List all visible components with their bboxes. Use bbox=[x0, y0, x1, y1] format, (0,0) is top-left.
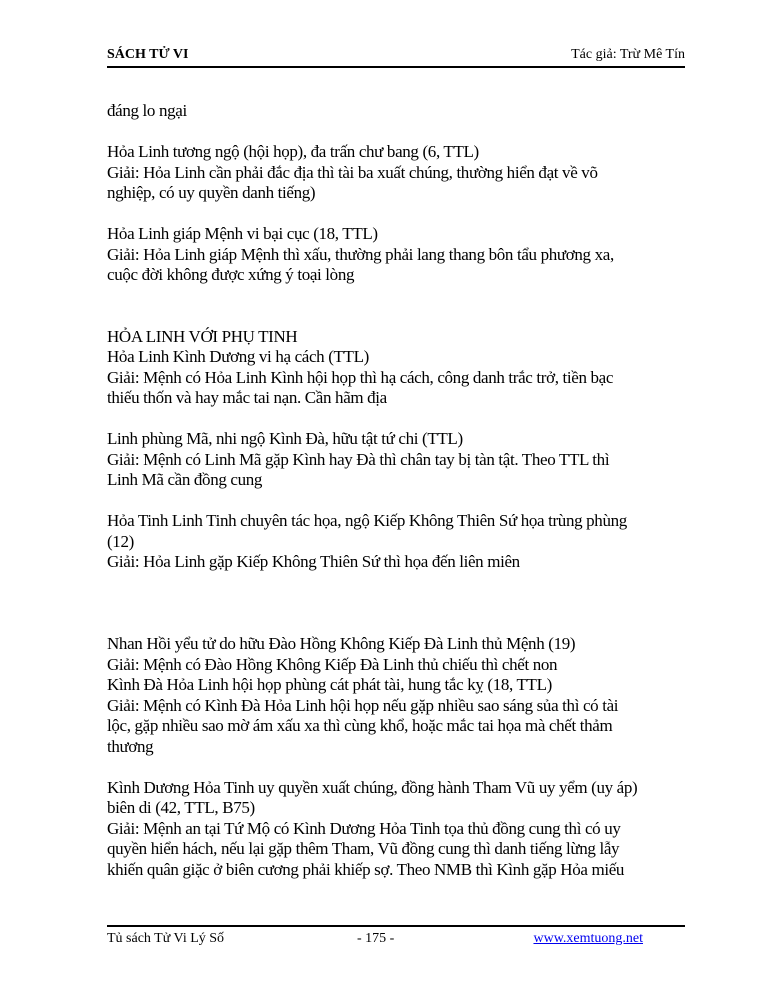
text-line: nghiệp, có uy quyền danh tiếng) bbox=[107, 183, 316, 202]
paragraph bbox=[107, 101, 687, 122]
text-line: Hỏa Linh tương ngộ (hội họp), đa trấn chư bang (6, TTL) bbox=[107, 142, 479, 161]
text-line: Hỏa Linh Kình Dương vi hạ cách (TTL) bbox=[107, 347, 369, 366]
paragraph bbox=[107, 511, 687, 573]
text-line: thiếu thốn và hay mắc tai nạn. Cần hãm địa bbox=[107, 388, 387, 407]
text-line: Giải: Hỏa Linh cần phải đắc địa thì tài ba xuất chúng, thường hiển đạt về võ bbox=[107, 162, 598, 182]
series-name: Tủ sách Tử Vi Lý Số bbox=[107, 931, 225, 946]
text-line: Giải: Mệnh có Linh Mã gặp Kình hay Đà thì chân tay bị tàn tật. Theo TTL thì bbox=[107, 449, 610, 469]
paragraph bbox=[107, 142, 687, 204]
text-line: đáng lo ngại bbox=[107, 101, 187, 120]
page-number: - 175 - bbox=[357, 931, 395, 946]
text-line: Giải: Mệnh có Hỏa Linh Kình hội họp thì hạ cách, công danh trắc trở, tiền bạc bbox=[107, 367, 614, 387]
text-line: lộc, gặp nhiều sao mờ ám xấu xa thì cùng khổ, hoặc mắc tai họa mà chết thảm bbox=[107, 716, 613, 735]
page-footer bbox=[107, 925, 685, 949]
author-line: Tác giả: Trừ Mê Tín bbox=[571, 47, 685, 62]
text-line: Kình Dương Hỏa Tinh uy quyền xuất chúng, đồng hành Tham Vũ uy yểm (uy áp) bbox=[107, 777, 638, 797]
text-line: khiến quân giặc ở biên cương phải khiếp sợ. Theo NMB thì Kình gặp Hỏa miếu bbox=[107, 859, 625, 879]
section-heading: HỎA LINH VỚI PHỤ TINH bbox=[107, 326, 298, 346]
paragraph bbox=[107, 778, 687, 881]
text-line: cuộc đời không được xứng ý toại lòng bbox=[107, 265, 355, 284]
text-line: Nhan Hồi yểu tử do hữu Đào Hồng Không Kiếp Đà Linh thủ Mệnh (19) bbox=[107, 634, 576, 653]
text-line: Giải: Mệnh có Kình Đà Hỏa Linh hội họp nếu gặp nhiều sao sáng sủa thì có tài bbox=[107, 695, 619, 715]
paragraph bbox=[107, 327, 687, 409]
text-line: Giải: Mệnh an tại Tứ Mộ có Kình Dương Hỏa Tinh tọa thủ đồng cung thì có uy bbox=[107, 818, 621, 838]
page-content bbox=[107, 101, 687, 880]
paragraph bbox=[107, 429, 687, 491]
text-line: Giải: Mệnh có Đào Hồng Không Kiếp Đà Linh thủ chiếu thì chết non bbox=[107, 654, 558, 674]
text-line: Linh Mã cần đồng cung bbox=[107, 470, 263, 489]
website-link[interactable]: www.xemtuong.net bbox=[533, 931, 643, 946]
text-line: biên di (42, TTL, B75) bbox=[107, 798, 255, 817]
text-line: thương bbox=[107, 736, 154, 756]
text-line: Giải: Hỏa Linh gặp Kiếp Không Thiên Sứ thì họa đến liên miên bbox=[107, 552, 520, 571]
text-line: quyền hiển hách, nếu lại gặp thêm Tham, Vũ đồng cung thì danh tiếng lừng lẫy bbox=[107, 839, 620, 858]
text-line: Hỏa Tinh Linh Tinh chuyên tác họa, ngộ Kiếp Không Thiên Sứ họa trùng phùng bbox=[107, 511, 627, 530]
text-line: Hỏa Linh giáp Mệnh vi bại cục (18, TTL) bbox=[107, 224, 378, 243]
book-title: SÁCH TỬ VI bbox=[107, 47, 189, 62]
text-line: Kình Đà Hỏa Linh hội họp phùng cát phát tài, hung tắc kỵ (18, TTL) bbox=[107, 675, 552, 694]
paragraph bbox=[107, 224, 687, 286]
text-line: Giải: Hỏa Linh giáp Mệnh thì xấu, thường phải lang thang bôn tẩu phương xa, bbox=[107, 244, 614, 264]
text-line: (12) bbox=[107, 531, 134, 551]
paragraph bbox=[107, 634, 687, 757]
page-header bbox=[107, 46, 685, 68]
text-line: Linh phùng Mã, nhi ngộ Kình Đà, hữu tật tứ chi (TTL) bbox=[107, 429, 463, 448]
